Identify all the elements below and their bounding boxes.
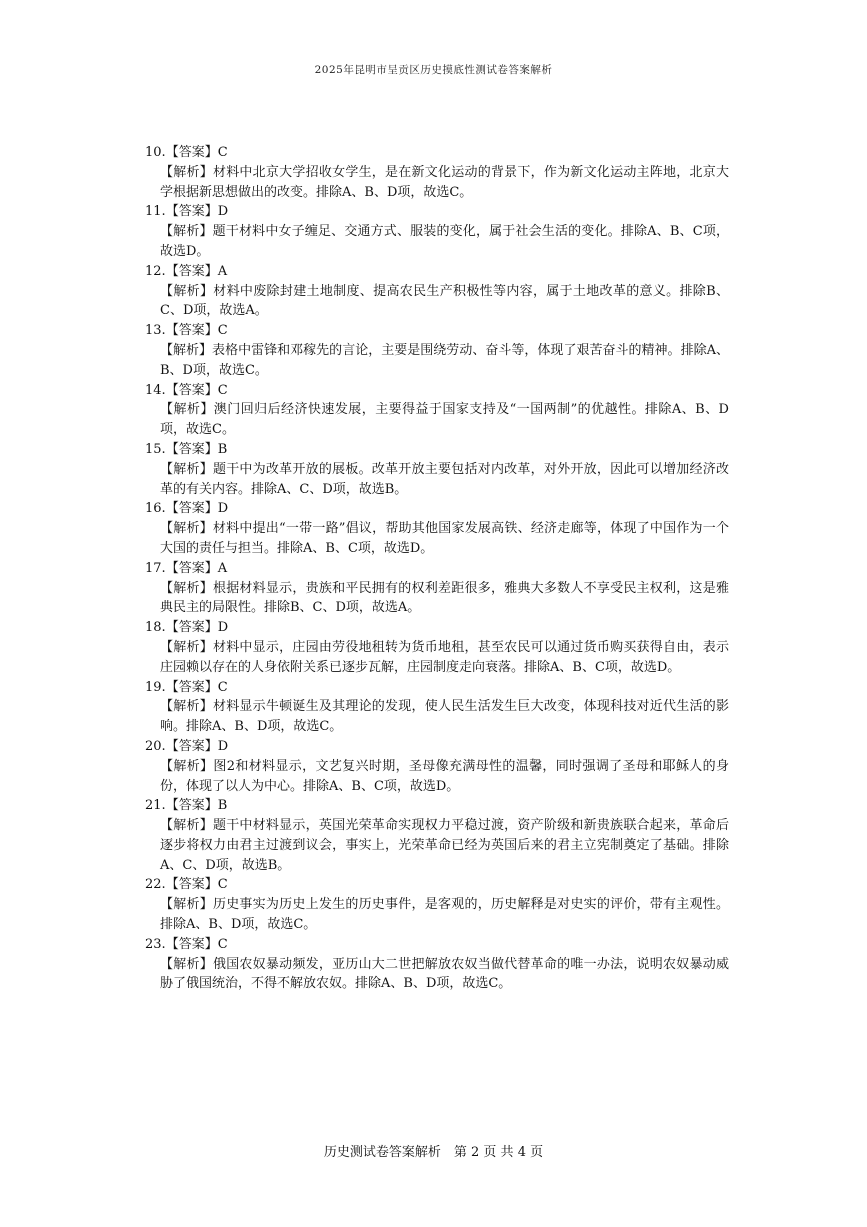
answer-list <box>145 143 729 994</box>
answer-line <box>145 202 729 222</box>
page-header: 2025年昆明市呈贡区历史摸底性测试卷答案解析 <box>314 64 553 76</box>
answer-label: 【答案】C <box>165 936 228 952</box>
analysis-text: 【解析】材料中显示，庄园由劳役地租转为货币地租，甚至农民可以通过货币购买获得自由，表示庄园赖以存在的人身依附关系已逐步瓦解，庄园制度走向衰落。排除A、B、C项，故选D。 <box>160 639 729 675</box>
answer-label: 【答案】C <box>165 323 228 339</box>
answer-line <box>145 262 729 282</box>
analysis-text: 【解析】历史事实为历史上发生的历史事件，是客观的，历史解释是对史实的评价，带有主观性。排除A、B、D项，故选C。 <box>160 897 729 933</box>
answer-line <box>145 559 729 579</box>
question-number: 11. <box>145 204 166 220</box>
question-number: 12. <box>145 263 166 279</box>
analysis-text: 【解析】材料显示牛顿诞生及其理论的发现，使人民生活发生巨大改变，体现科技对近代生活的影响。排除A、B、D项，故选C。 <box>160 699 729 735</box>
answer-label: 【答案】C <box>165 382 228 398</box>
page-footer: 历史测试卷答案解析 第 2 页 共 4 页 <box>323 1145 544 1160</box>
analysis-text: 【解析】图2和材料显示，文艺复兴时期，圣母像充满母性的温馨，同时强调了圣母和耶稣人的身份，体现了以人为中心。排除A、B、C项，故选D。 <box>160 758 729 794</box>
answer-line <box>145 381 729 401</box>
answer-item <box>145 875 729 934</box>
answer-item <box>145 737 729 796</box>
question-number: 18. <box>145 620 166 636</box>
answer-label: 【答案】A <box>165 560 228 576</box>
answer-line <box>145 618 729 638</box>
answer-line <box>145 737 729 757</box>
question-number: 19. <box>145 679 166 695</box>
analysis-text: 【解析】题干中材料显示，英国光荣革命实现权力平稳过渡，资产阶级和新贵族联合起来，革命后逐步将权力由君主过渡到议会，事实上，光荣革命已经为英国后来的君主立宪制奠定了基础。排除A、C、D项，故选B。 <box>160 818 729 873</box>
answer-line <box>145 143 729 163</box>
question-number: 13. <box>145 323 166 339</box>
answer-item <box>145 440 729 499</box>
answer-label: 【答案】C <box>165 679 228 695</box>
answer-line <box>145 678 729 698</box>
question-number: 14. <box>145 382 166 398</box>
answer-item <box>145 499 729 558</box>
answer-item <box>145 202 729 261</box>
question-number: 20. <box>145 738 166 754</box>
answer-item <box>145 935 729 994</box>
answer-label: 【答案】B <box>165 441 228 457</box>
answer-label: 【答案】C <box>165 145 228 160</box>
answer-label: 【答案】A <box>165 263 228 279</box>
analysis-text: 【解析】材料中废除封建土地制度、提高农民生产积极性等内容，属于土地改革的意义。排除B、C、D项，故选A。 <box>160 283 729 319</box>
answer-item <box>145 618 729 677</box>
question-number: 22. <box>145 877 166 893</box>
analysis-text: 【解析】俄国农奴暴动频发，亚历山大二世把解放农奴当做代替革命的唯一办法，说明农奴暴动威胁了俄国统治，不得不解放农奴。排除A、B、D项，故选C。 <box>160 956 729 992</box>
analysis-text: 【解析】材料中北京大学招收女学生，是在新文化运动的背景下，作为新文化运动主阵地，北京大学根据新思想做出的改变。排除A、B、D项，故选C。 <box>160 164 729 200</box>
answer-label: 【答案】D <box>165 738 229 754</box>
question-number: 17. <box>145 560 166 576</box>
question-number: 21. <box>145 798 166 814</box>
answer-item <box>145 678 729 737</box>
question-number: 23. <box>145 936 166 952</box>
analysis-text: 【解析】澳门回归后经济快速发展，主要得益于国家支持及“一国两制”的优越性。排除A、B、D项，故选C。 <box>160 402 729 438</box>
answer-line <box>145 321 729 341</box>
analysis-text: 【解析】题干材料中女子缠足、交通方式、服装的变化，属于社会生活的变化。排除A、B、C项，故选D。 <box>160 224 729 259</box>
answer-item <box>145 796 729 875</box>
answer-line <box>145 875 729 895</box>
question-number: 15. <box>145 441 166 457</box>
answer-line <box>145 499 729 519</box>
question-number: 10. <box>145 145 166 160</box>
answer-label: 【答案】D <box>165 204 229 220</box>
answer-label: 【答案】B <box>165 798 228 814</box>
answer-item <box>145 381 729 440</box>
analysis-text: 【解析】表格中雷锋和邓稼先的言论，主要是围绕劳动、奋斗等，体现了艰苦奋斗的精神。排除A、B、D项，故选C。 <box>160 342 729 378</box>
analysis-text: 【解析】根据材料显示，贵族和平民拥有的权利差距很多，雅典大多数人不享受民主权利，这是雅典民主的局限性。排除B、C、D项，故选A。 <box>160 580 729 616</box>
answer-line <box>145 796 729 816</box>
answer-line <box>145 935 729 955</box>
analysis-text: 【解析】材料中提出“一带一路”倡议，帮助其他国家发展高铁、经济走廊等，体现了中国作为一个大国的责任与担当。排除A、B、C项，故选D。 <box>160 521 729 556</box>
answer-item <box>145 559 729 618</box>
answer-label: 【答案】D <box>165 620 229 636</box>
analysis-text: 【解析】题干中为改革开放的展板。改革开放主要包括对内改革，对外开放，因此可以增加经济改革的有关内容。排除A、C、D项，故选B。 <box>160 461 729 497</box>
answer-line <box>145 440 729 460</box>
answer-label: 【答案】D <box>165 501 229 517</box>
answer-item <box>145 262 729 321</box>
question-number: 16. <box>145 501 166 517</box>
answer-item <box>145 143 729 202</box>
answer-label: 【答案】C <box>165 877 228 893</box>
answer-item <box>145 321 729 380</box>
